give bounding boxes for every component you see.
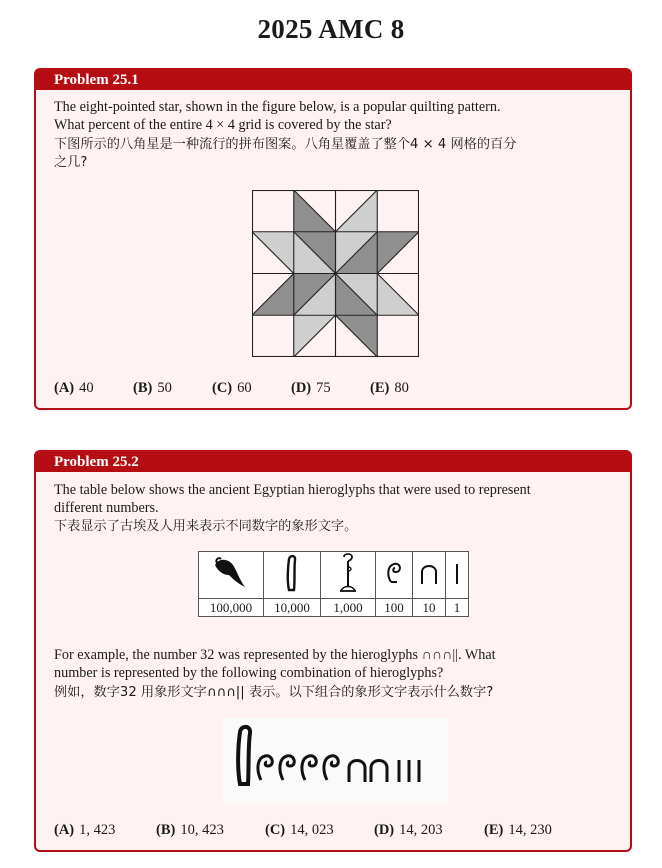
choice-b[interactable]	[133, 380, 172, 397]
problem-2-text-zh-1: 下表显示了古埃及人用来表示不同数字的象形文字。	[54, 519, 358, 534]
choice-b-letter: (B)	[133, 380, 153, 396]
problem-1-text-en-2: What percent of the entire 4 × 4 grid is covered by the star?	[54, 117, 392, 133]
problem-1-text-zh-2: 之几?	[54, 155, 88, 170]
star-grid	[252, 190, 419, 357]
page-title: 2025 AMC 8	[257, 14, 405, 44]
choice-c-letter: (C)	[212, 380, 233, 396]
choice-c-value: 60	[237, 380, 252, 396]
glyph-cell	[446, 552, 469, 599]
choice-e-letter: (E)	[484, 822, 504, 838]
choice-a-value: 1, 423	[79, 822, 116, 838]
hieroglyph-combination-image	[223, 718, 448, 804]
value-cell: 10	[413, 599, 446, 617]
choice-b-value: 10, 423	[180, 822, 224, 838]
finger-icon	[238, 727, 250, 784]
choice-e-value: 14, 230	[508, 822, 552, 838]
problem-2-text-en-1: The table below shows the ancient Egyptian hieroglyphs that were used to represent	[54, 482, 531, 498]
choice-c-value: 14, 023	[290, 822, 334, 838]
star-figure	[252, 190, 419, 357]
problem-2-example-en-1: For example, the number 32 was represented by the hieroglyphs ∩∩∩||. What	[54, 647, 496, 663]
lotus-icon	[335, 553, 361, 593]
choice-d-letter: (D)	[374, 822, 395, 838]
hieroglyph-value-row	[199, 599, 469, 617]
choice-e-value: 80	[394, 380, 409, 396]
choice-d-value: 14, 203	[399, 822, 443, 838]
choice-e[interactable]	[484, 822, 552, 839]
choice-c[interactable]	[212, 380, 252, 397]
glyph-cell	[376, 552, 413, 599]
problem-1-header: Problem 25.1	[36, 70, 630, 90]
choice-e-letter: (E)	[370, 380, 390, 396]
heel-icon	[371, 761, 387, 783]
coil-icon	[302, 756, 316, 780]
problem-1-text-zh-1: 下图所示的八角星是一种流行的拼布图案。八角星覆盖了整个4 × 4 网格的百分	[54, 137, 517, 152]
coil-glyphs	[258, 756, 338, 780]
heel-glyphs	[349, 761, 387, 783]
heel-icon	[419, 558, 439, 588]
choice-d[interactable]	[291, 380, 331, 397]
hieroglyph-glyph-row	[199, 552, 469, 599]
choice-c[interactable]	[265, 822, 334, 839]
choice-b[interactable]	[156, 822, 224, 839]
problem-1-box	[34, 68, 632, 410]
coil-icon	[280, 756, 294, 780]
glyph-cell	[413, 552, 446, 599]
choice-e[interactable]	[370, 380, 409, 397]
stroke-glyphs	[399, 760, 419, 782]
coil-icon	[324, 756, 338, 780]
problem-2-example-zh-1: 例如，数字32 用象形文字∩∩∩|| 表示。以下组合的象形文字表示什么数字?	[54, 685, 494, 700]
choice-d-value: 75	[316, 380, 331, 396]
glyph-cell	[264, 552, 321, 599]
value-cell: 1	[446, 599, 469, 617]
hieroglyph-table	[198, 551, 469, 617]
combination-glyphs	[223, 718, 448, 804]
problem-1-text-en-1: The eight-pointed star, shown in the figure below, is a popular quilting pattern.	[54, 99, 501, 115]
value-cell: 1,000	[321, 599, 376, 617]
value-cell: 100,000	[199, 599, 264, 617]
problem-2-text-en-2: different numbers.	[54, 500, 159, 516]
finger-icon	[280, 553, 304, 593]
choice-d-letter: (D)	[291, 380, 312, 396]
coil-icon	[258, 756, 272, 780]
stroke-icon	[452, 558, 462, 588]
choice-a-value: 40	[79, 380, 94, 396]
heel-icon	[349, 761, 365, 783]
choice-c-letter: (C)	[265, 822, 286, 838]
choice-a[interactable]	[54, 822, 115, 839]
problem-2-header: Problem 25.2	[36, 452, 630, 472]
choice-a[interactable]	[54, 380, 94, 397]
problem-2-box	[34, 450, 632, 852]
choice-a-letter: (A)	[54, 822, 75, 838]
coil-icon	[383, 558, 405, 588]
glyph-cell	[199, 552, 264, 599]
value-cell: 100	[376, 599, 413, 617]
choice-b-value: 50	[157, 380, 172, 396]
problem-2-example-en-2: number is represented by the following combination of hieroglyphs?	[54, 665, 444, 681]
choice-d[interactable]	[374, 822, 443, 839]
tadpole-icon	[211, 553, 251, 593]
choice-a-letter: (A)	[54, 380, 75, 396]
value-cell: 10,000	[264, 599, 321, 617]
choice-b-letter: (B)	[156, 822, 176, 838]
glyph-cell	[321, 552, 376, 599]
